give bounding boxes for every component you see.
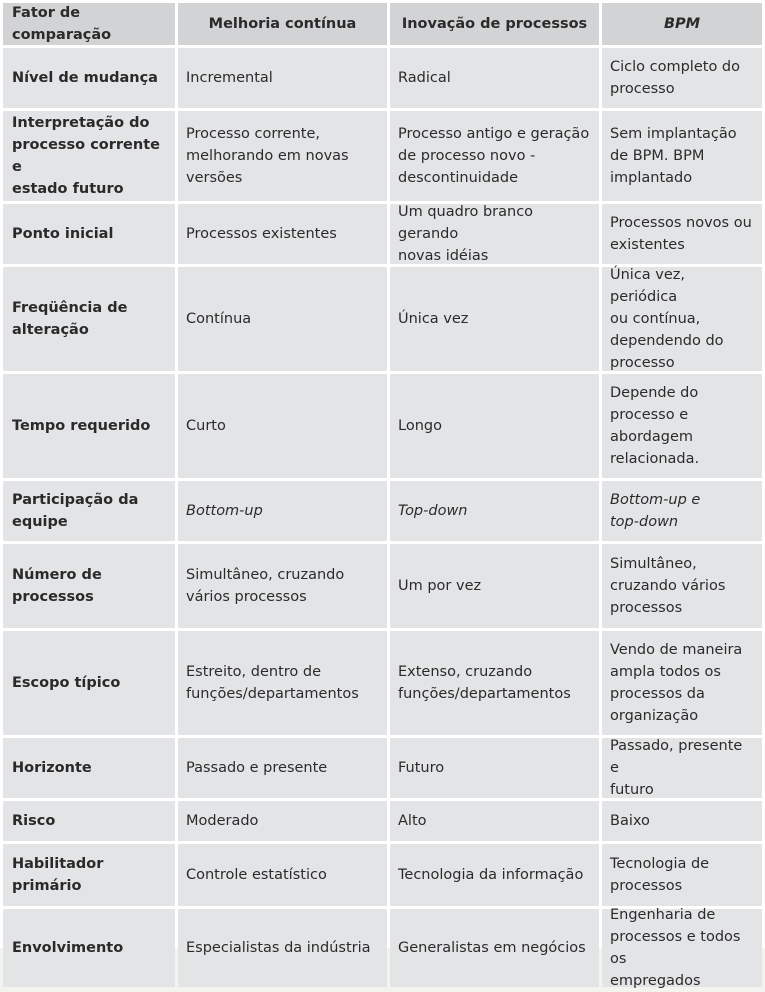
cell-inovacao: Extenso, cruzando funções/departamentos	[390, 631, 599, 735]
cell-inovacao: Top-down	[390, 481, 599, 541]
cell-melhoria: Passado e presente	[178, 738, 387, 798]
header-fator: Fator de comparação	[3, 3, 175, 45]
row-label: Risco	[3, 801, 175, 841]
row-label: Envolvimento	[3, 909, 175, 987]
cell-melhoria: Moderado	[178, 801, 387, 841]
cell-bpm: Única vez, periódica ou contínua, dependendo do processo	[602, 267, 762, 371]
cell-inovacao: Generalistas em negócios	[390, 909, 599, 987]
cell-inovacao: Longo	[390, 374, 599, 478]
cell-bpm: Vendo de maneira ampla todos os processos da organização	[602, 631, 762, 735]
cell-bpm: Engenharia de processos e todos os empregados	[602, 909, 762, 987]
row-label: Número de processos	[3, 544, 175, 628]
cell-inovacao: Futuro	[390, 738, 599, 798]
cell-bpm: Baixo	[602, 801, 762, 841]
row-label: Nível de mudança	[3, 48, 175, 108]
row-label: Participação da equipe	[3, 481, 175, 541]
cell-bpm: Ciclo completo do processo	[602, 48, 762, 108]
row-label: Habilitador primário	[3, 844, 175, 906]
row-label: Tempo requerido	[3, 374, 175, 478]
cell-bpm: Passado, presente e futuro	[602, 738, 762, 798]
cell-bpm: Bottom-up e top-down	[602, 481, 762, 541]
cell-melhoria: Especialistas da indústria	[178, 909, 387, 987]
row-label: Horizonte	[3, 738, 175, 798]
header-bpm: BPM	[602, 3, 762, 45]
cell-melhoria: Processo corrente, melhorando em novas versões	[178, 111, 387, 201]
cell-melhoria: Curto	[178, 374, 387, 478]
cell-bpm: Simultâneo, cruzando vários processos	[602, 544, 762, 628]
row-label: Ponto inicial	[3, 204, 175, 264]
cell-melhoria: Incremental	[178, 48, 387, 108]
cell-inovacao: Radical	[390, 48, 599, 108]
cell-inovacao: Alto	[390, 801, 599, 841]
cell-melhoria: Controle estatístico	[178, 844, 387, 906]
cell-bpm: Tecnologia de processos	[602, 844, 762, 906]
cell-melhoria: Processos existentes	[178, 204, 387, 264]
cell-melhoria: Simultâneo, cruzando vários processos	[178, 544, 387, 628]
row-label: Escopo típico	[3, 631, 175, 735]
row-label: Freqüência de alteração	[3, 267, 175, 371]
cell-bpm: Processos novos ou existentes	[602, 204, 762, 264]
cell-inovacao: Um por vez	[390, 544, 599, 628]
header-inovacao: Inovação de processos	[390, 3, 599, 45]
cell-bpm: Sem implantação de BPM. BPM implantado	[602, 111, 762, 201]
cell-melhoria: Contínua	[178, 267, 387, 371]
cell-inovacao: Um quadro branco gerando novas idéias	[390, 204, 599, 264]
cell-melhoria: Estreito, dentro de funções/departamentos	[178, 631, 387, 735]
header-melhoria: Melhoria contínua	[178, 3, 387, 45]
cell-bpm: Depende do processo e abordagem relacionada.	[602, 374, 762, 478]
row-label: Interpretação do processo corrente e estado futuro	[3, 111, 175, 201]
cell-inovacao: Única vez	[390, 267, 599, 371]
cell-melhoria: Bottom-up	[178, 481, 387, 541]
cell-inovacao: Processo antigo e geração de processo novo - descontinuidade	[390, 111, 599, 201]
cell-inovacao: Tecnologia da informação	[390, 844, 599, 906]
